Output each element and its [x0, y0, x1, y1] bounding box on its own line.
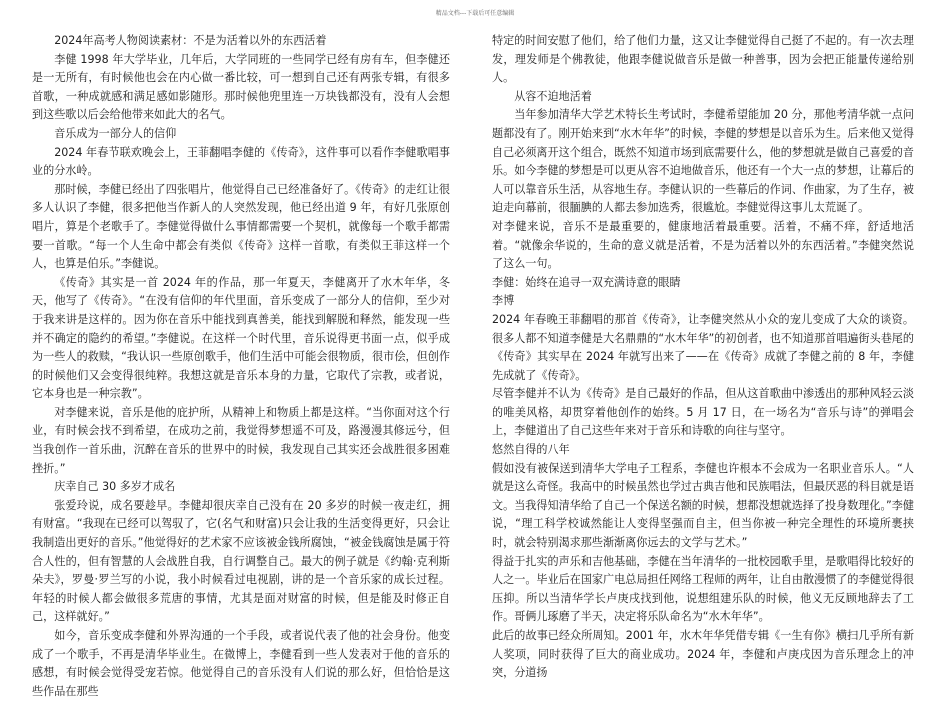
right-paragraph: 特定的时间安慰了他们，给了他们力量，这又让李健觉得自己挺了不起的。有一次去理发，理发师是个佛教徒，他跟李健说做音乐是做一种善事，因为会把正能量传递给别人。 — [492, 34, 914, 85]
left-paragraph: 2024 年春节联欢晚会上，王菲翻唱李健的《传奇》，这件事可以看作李健歌唱事业的分水岭。 — [32, 145, 450, 178]
left-paragraph: 那时候，李健已经出了四张唱片，他觉得自己已经准备好了。《传奇》的走红让很多人认识了李健，很多把他当作新人的人突然发现，他已经出道 9 年，有好几张原创唱片，算是个老歌手了。李健觉得做什么事情都需要一个契机，就像每一个歌手都需要一首歌。“每一个人生命中都会有类似《传奇》这样一首歌，有类似王菲这样一个人，也算是伯乐。”李健说。 — [32, 182, 450, 271]
left-paragraph: 张爱玲说，成名要趁早。李健却很庆幸自己没有在 20 多岁的时候一夜走红，拥有财富。“我现在已经可以驾驭了，它(名气和财富)只会让我的生活变得更好，只会让我制造出更好的音乐。”他觉得好的艺术家不应该被金钱所腐蚀，“被金钱腐蚀是属于符合人性的，但有智慧的人会战胜自我，自行调整自己。最大的例子就是《约翰·克利斯朵夫》，罗曼·罗兰写的小说，我小时候看过电视剧，讲的是一个音乐家的成长过程。年轻的时候人都会做很多荒唐的事情，尤其是面对财富的时候，但是能及时修正自己，这样就好。” — [32, 498, 450, 624]
left-column — [32, 32, 450, 698]
right-paragraph: 2024 年春晚王菲翻唱的那首《传奇》，让李健突然从小众的宠儿变成了大众的谈资。很多人都不知道李健是大名鼎鼎的“水木年华”的初创者，也不知道那首唱遍街头巷尾的《传奇》其实早在 2024 年就写出来了——在《传奇》成就了李健之前的 8 年，李健先成就了《传奇》。 — [492, 312, 914, 382]
left-paragraph: 庆幸自己 30 多岁才成名 — [54, 480, 176, 494]
right-column — [492, 32, 914, 680]
page-header: 精品文档---下载后可任意编辑 — [435, 10, 515, 17]
right-paragraph: 假如没有被保送到清华大学电子工程系，李健也许根本不会成为一名职业音乐人。“人就是这么奇怪。我高中的时候虽然也学过古典吉他和民族唱法，但最厌恶的科目就是语文。当我得知清华给了自己一个保送名额的时候，想都没想就选择了投身数理化。”李健说，“理工科学校诚然能让人变得坚强而自主，但当你被一种完全理性的环境所裹挟时，就会特别渴求那些渐渐离你远去的文学与艺术。” — [492, 461, 914, 550]
left-paragraph: 2024年高考人物阅读素材：不是为活着以外的东西活着 — [54, 34, 327, 47]
left-paragraph: 《传奇》其实是一首 2024 年的作品，那一年夏天，李健离开了水木年华，冬天，他写了《传奇》。“在没有信仰的年代里面，音乐变成了一部分人的信仰，至少对于我来讲是这样的。因为你在音乐中能找到真善美，能找到解脱和释然，能发现一些并不确定的隐约的希望。”李健说。在这样一个时代里，音乐说得更书面一点，似乎成为一些人的救赎，“我认识一些原创歌手，他们生活中可能会很物质，很市侩，但创作的时候他们又会变得很纯粹。我想这就是音乐本身的力量，它取代了宗教，或者说，它本身也是一种宗教”。 — [32, 275, 450, 401]
right-paragraph: 悠然自得的八年 — [492, 443, 570, 457]
right-paragraph: 当年参加清华大学艺术特长生考试时，李健希望能加 20 分，那他考清华就一点问题都没有了。刚开始来到“水木年华”的时候，李健的梦想是以音乐为生。后来他又觉得自己必须离开这个组合，既然不知道市场到底需要什么，他的梦想就是做自己喜爱的音乐。如今李健的梦想是可以更从容不迫地做音乐，他还有一个大一点的梦想，让幕后的人可以靠音乐生活，从容地生存。李健认识的一些幕后的作词、作曲家，为了生存，被迫走向幕前，很腼腆的人都去参加选秀，很尴尬。李健觉得这事儿太荒诞了。 — [492, 108, 914, 215]
left-paragraph: 如今，音乐变成李健和外界沟通的一个手段，或者说代表了他的社会身份。他变成了一个歌手，不再是清华毕业生。在微博上，李健看到一些人发表对于他的音乐的感想，有时候会觉得受宠若惊。他觉得自己的音乐没有人们说的那么好，但恰恰是这些作品在那些 — [32, 629, 450, 698]
right-paragraph: 李博 — [492, 294, 515, 308]
left-paragraph: 音乐成为一部分人的信仰 — [54, 126, 177, 140]
left-paragraph: 对李健来说，音乐是他的庇护所，从精神上和物质上都是这样。“当你面对这个行业，有时候会找不到希望，在成功之前，我觉得梦想遥不可及，路漫漫其修远兮，但当我创作一首乐曲，沉醉在音乐的世界中的时候，我发现自己其实还会战胜很多困难挫折。” — [32, 405, 450, 475]
right-paragraph: 得益于扎实的声乐和吉他基础，李健在当年清华的一批校园歌手里，是歌唱得比较好的人之一。毕业后在国家广电总局担任网络工程师的两年，让自由散漫惯了的李健觉得很压抑。所以当清华学长卢庚戌找到他，说想组建乐队的时候，他义无反顾地辞去了工作。哥俩儿琢磨了半天，决定将乐队命名为“水木年华”。 — [492, 554, 914, 624]
right-paragraph: 此后的故事已经众所周知。2001 年，水木年华凭借专辑《一生有你》横扫几乎所有新人奖项，同时获得了巨大的商业成功。2024 年，李健和卢庚戌因为音乐理念上的冲突，分道扬 — [492, 629, 914, 680]
left-paragraph: 李健 1998 年大学毕业，几年后，大学同班的一些同学已经有房有车，但李健还是一无所有，有时候他也会在内心做一番比较，可一想到自己还有两张专辑，有很多首歌，一种成就感和满足感如影随形。那时候他兜里连一万块钱都没有，没有人会想到这些歌以后会给他带来如此大的名气。 — [32, 52, 450, 122]
right-paragraph: 李健：始终在追寻一双充满诗意的眼睛 — [492, 275, 681, 289]
right-paragraph: 对李健来说，音乐不是最重要的，健康地活着最重要。活着，不痛不痒，舒适地活着。“就像余华说的，生命的意义就是活着，不是为活着以外的东西活着。”李健突然说了这么一句。 — [492, 219, 914, 271]
right-paragraph: 尽管李健并不认为《传奇》是自己最好的作品，但从这首歌曲中渗透出的那种风轻云淡的唯美风格，却贯穿着他创作的始终。5 月 17 日，在一场名为“音乐与诗”的弹唱会上，李健道出了自己这些年来对于音乐和诗歌的向往与坚守。 — [492, 387, 914, 438]
right-paragraph: 从容不迫地活着 — [514, 89, 592, 103]
